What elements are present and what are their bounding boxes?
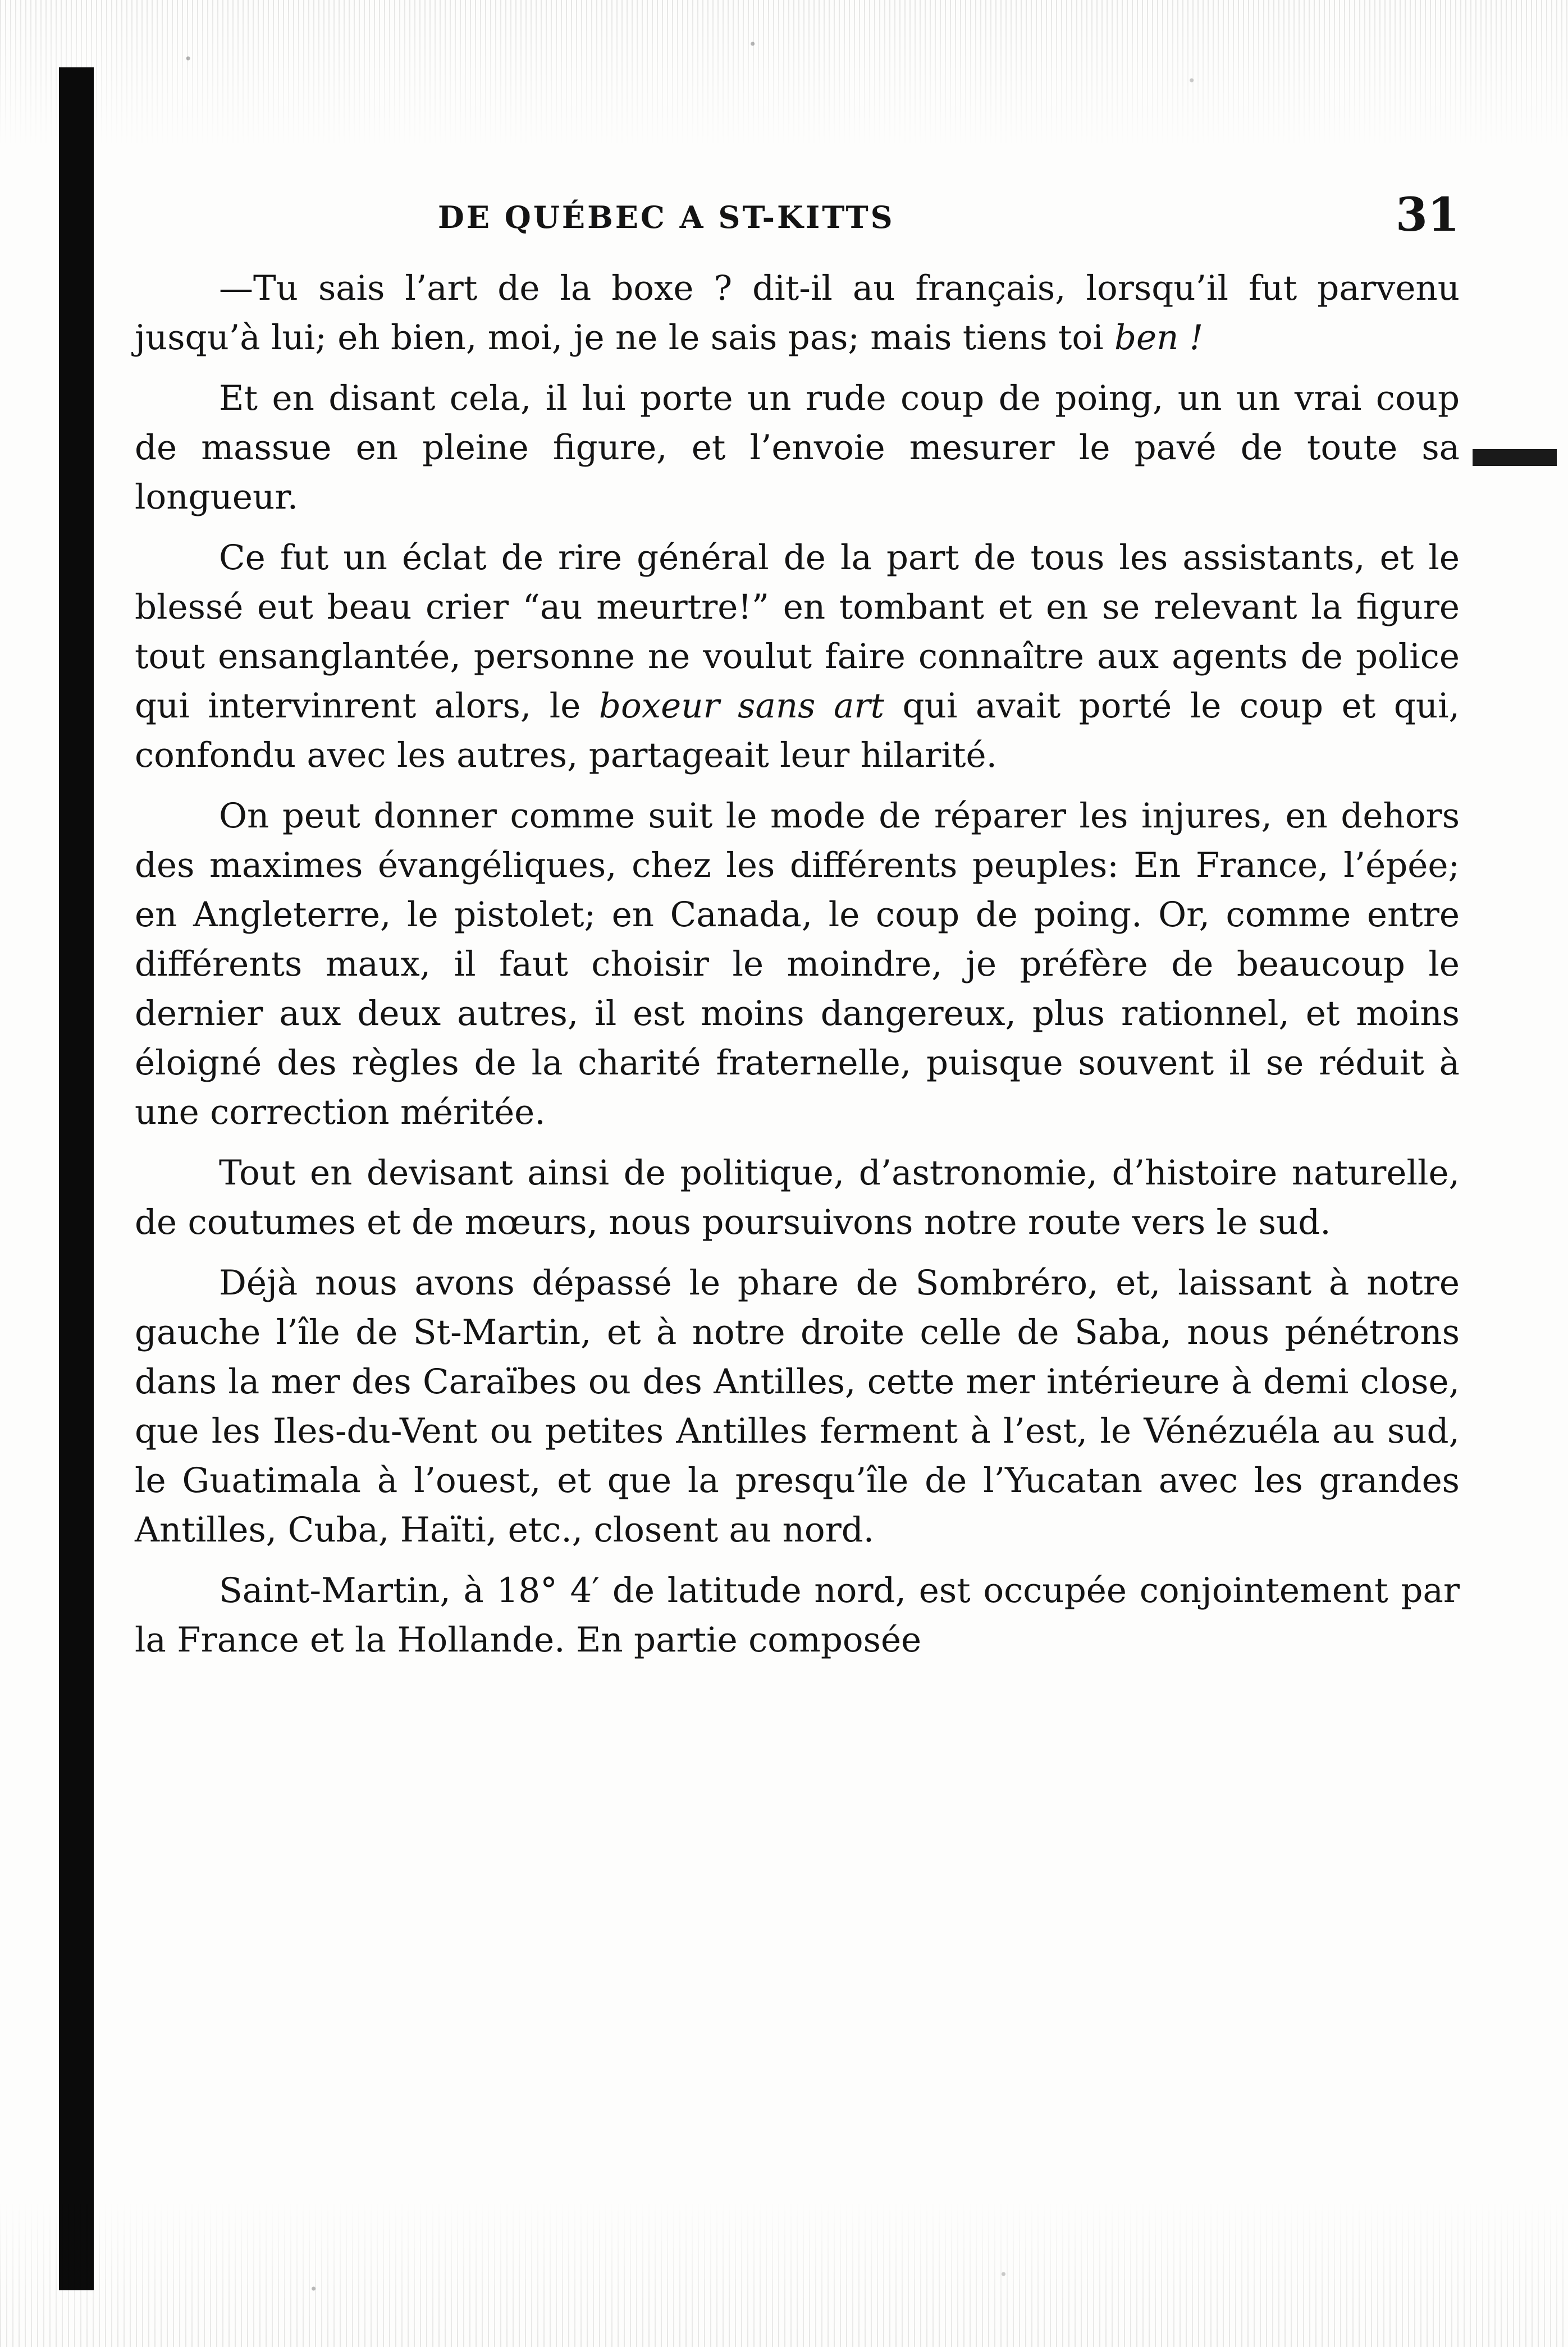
text-segment: —Tu sais l’art de la boxe ? dit-il au français, lorsqu’il fut parvenu jusqu’à lui; eh bien, moi, je ne le sais pas; mais tiens toi xyxy=(135,268,1460,358)
running-title: DE QUÉBEC A ST-KITTS xyxy=(438,199,895,235)
text-segment: Ce fut un éclat de rire général de la part de tous les assistants, et le blessé eut beau crier “au meurtre!” en tombant et en se relevant la figure tout ensanglantée, personne ne voulut faire connaître aux agents de police qui intervinrent alors, le xyxy=(135,538,1460,726)
edge-mark xyxy=(1473,449,1557,466)
paragraph-4 xyxy=(135,792,1460,1137)
text-segment: Saint-Martin, à 18° 4′ de latitude nord, est occupée conjointement par la France et la Hollande. En partie composée xyxy=(135,1571,1460,1660)
text-segment: On peut donner comme suit le mode de réparer les injures, en dehors des maximes évangéliques, chez les différents peuples: En France, l’épée; en Angleterre, le pistolet; en Canada, le coup de poing. Or, comme entre différents maux, il faut choisir le moindre, je préfère de beaucoup le dernier aux deux autres, il est moins dangereux, plus rationnel, et moins éloigné des règles de la charité fraternelle, puisque souvent il se réduit à une correction méritée. xyxy=(135,796,1460,1132)
scan-noise-top xyxy=(0,0,1568,146)
italic-segment: ben ! xyxy=(1114,318,1204,358)
text-segment: Déjà nous avons dépassé le phare de Sombréro, et, laissant à notre gauche l’île de St-Martin, et à notre droite celle de Saba, nous pénétrons dans la mer des Caraïbes ou des Antilles, cette mer intérieure à demi close, que les Iles-du-Vent ou petites Antilles ferment à l’est, le Vénézuéla au sud, le Guatimala à l’ouest, et que la presqu’île de l’Yucatan avec les grandes Antilles, Cuba, Haïti, etc., closent au nord. xyxy=(135,1263,1460,1550)
running-header xyxy=(135,188,1460,250)
page-number: 31 xyxy=(1395,188,1460,242)
paragraph-6 xyxy=(135,1259,1460,1555)
scan-noise-bottom xyxy=(0,2201,1568,2347)
paragraph-3 xyxy=(135,533,1460,780)
paragraph-7 xyxy=(135,1566,1460,1665)
paragraph-1 xyxy=(135,264,1460,363)
italic-segment: boxeur sans art xyxy=(598,686,885,726)
paragraph-5 xyxy=(135,1149,1460,1247)
text-segment: Et en disant cela, il lui porte un rude coup de poing, un un vrai coup de massue en pleine figure, et l’envoie mesurer le pavé de toute sa longueur. xyxy=(135,378,1460,517)
text-segment: qui avait porté le coup et qui, confondu avec les autres, partageait leur hilarité. xyxy=(135,686,1460,775)
binding-strip xyxy=(59,67,94,2290)
body-text xyxy=(135,264,1460,1676)
paragraph-2 xyxy=(135,374,1460,522)
text-segment: Tout en devisant ainsi de politique, d’astronomie, d’histoire naturelle, de coutumes et de mœurs, nous poursuivons notre route vers le sud. xyxy=(135,1153,1460,1242)
